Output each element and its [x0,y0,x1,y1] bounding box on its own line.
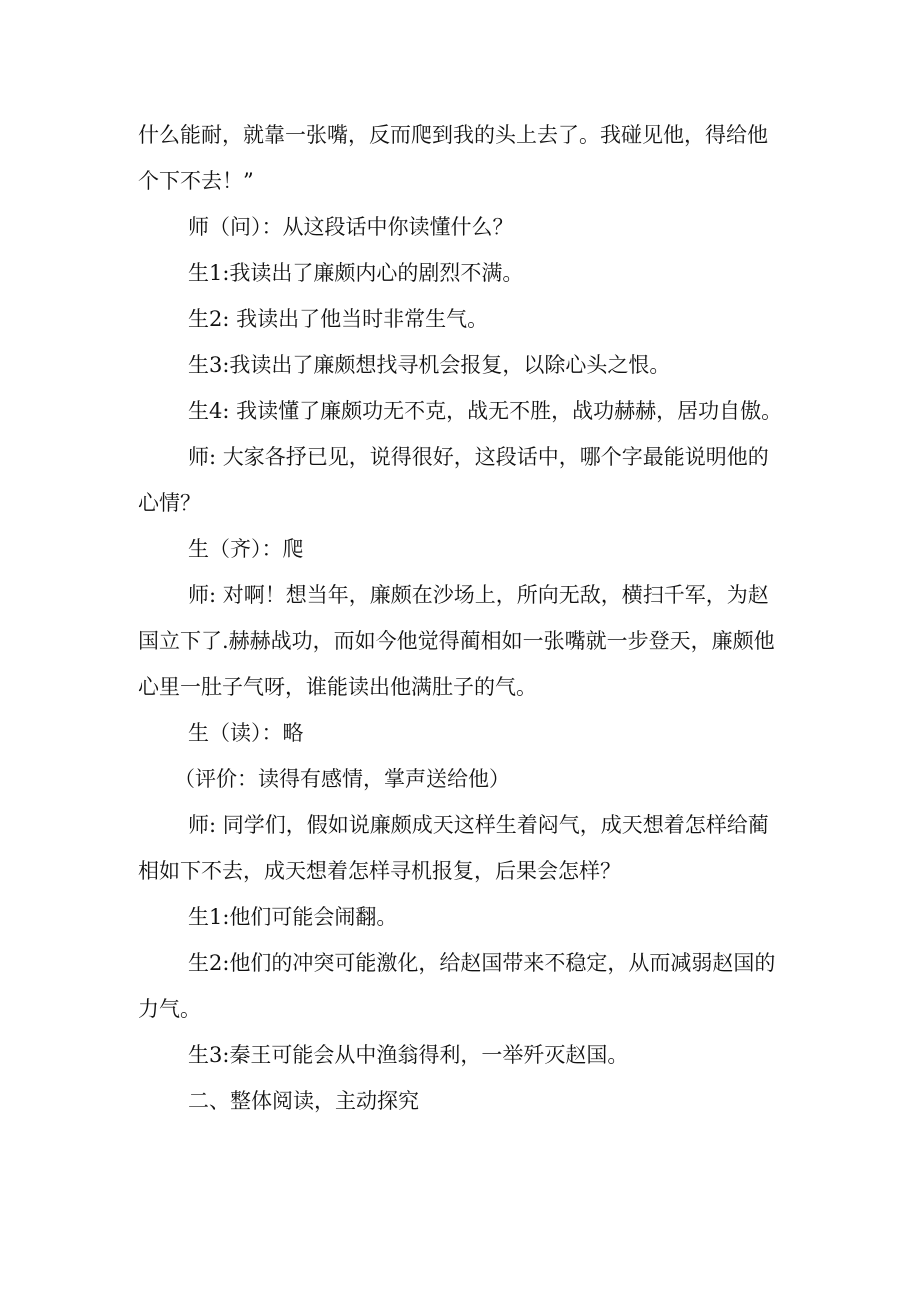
paragraph-student-3: 生3:我读出了廉颇想找寻机会报复，以除心头之恨。 [188,353,671,377]
paragraph-students-answer: 生（齐）：爬 [188,537,304,561]
paragraph-consequence-1: 生1:他们可能会闹翻。 [188,905,398,929]
paragraph-teacher-question: 师（问）：从这段话中你读懂什么？ [188,215,514,239]
paragraph-student-1: 生1:我读出了廉颇内心的剧烈不满。 [188,261,524,285]
paragraph-student-4: 生4: 我读懂了廉颇功无不克，战无不胜，战功赫赫，居功自傲。 [188,399,783,423]
paragraph-teacher-consequence: 师: 同学们，假如说廉颇成天这样生着闷气，成天想着怎样给蔺相如下不去，成天想着怎样寻机报复，后果会怎样？ [138,813,769,883]
document-body [138,112,788,1124]
paragraph-continuation: 什么能耐，就靠一张嘴，反而爬到我的头上去了。我碰见他，得给他个下不去！” [138,123,768,193]
paragraph-student-2: 生2: 我读出了他当时非常生气。 [188,307,489,331]
paragraph-consequence-3: 生3:秦王可能会从中渔翁得利，一举歼灭赵国。 [188,1043,629,1067]
paragraph-teacher-comment: 师: 大家各抒已见，说得很好，这段话中，哪个字最能说明他的心情？ [138,445,769,515]
paragraph-evaluation: （评价：读得有感情，掌声送给他） [174,767,510,791]
section-heading: 二、整体阅读，主动探究 [188,1089,419,1113]
paragraph-consequence-2: 生2:他们的冲突可能激化，给赵国带来不稳定，从而减弱赵国的力气。 [138,951,776,1021]
paragraph-teacher-narration: 师: 对啊！想当年，廉颇在沙场上，所向无敌，横扫千军，为赵国立下了.赫赫战功，而如今他觉得蔺相如一张嘴就一步登天，廉颇他心里一肚子气呀，谁能读出他满肚子的气。 [138,583,775,699]
paragraph-student-reading: 生（读）：略 [188,721,304,745]
